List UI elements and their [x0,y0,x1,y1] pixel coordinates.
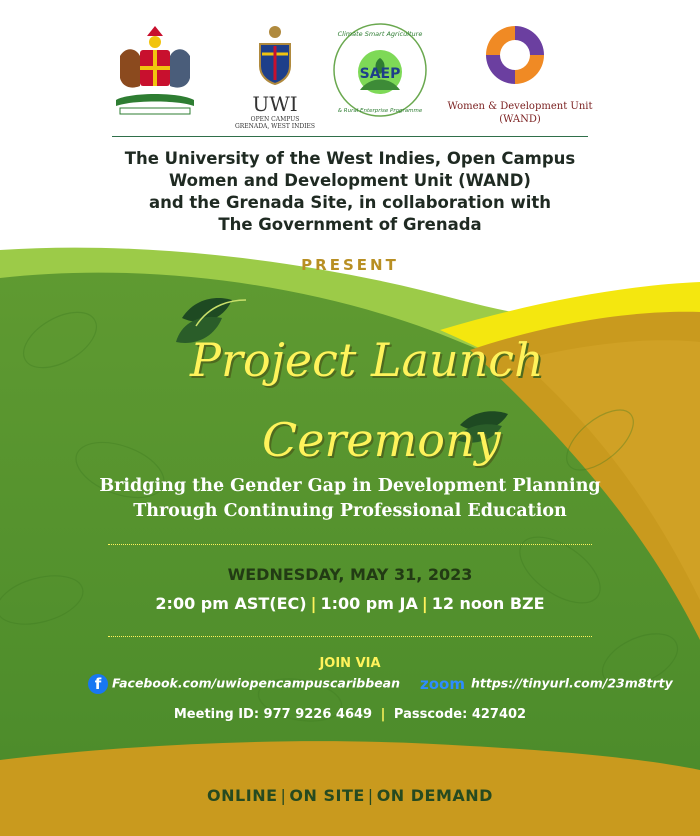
subtitle-line-1: Bridging the Gender Gap in Development Planning [99,476,601,496]
logo-divider [112,136,588,137]
title-line-2: Ceremony [262,413,501,467]
event-times [0,594,700,613]
facebook-link[interactable]: Facebook.com/uwiopencampuscaribbean [112,675,401,691]
wand-text [440,100,600,126]
time-ja: 1:00 pm JA [320,594,418,613]
wand-name: Women & Development Unit [447,101,593,112]
present-label: PRESENT [301,256,399,274]
event-date-text: WEDNESDAY, MAY 31, 2023 [227,565,473,584]
wand-logo-icon [480,20,550,90]
mode-separator: | [280,786,287,805]
logo-row [0,18,700,136]
divider-bottom [108,636,592,637]
saep-arc-top: Climate Smart Agriculture [337,30,423,38]
title-line-1: Project Launch [190,333,544,387]
mode-online: ONLINE [207,786,278,805]
uwi-crest-icon [240,22,310,92]
uwi-subtext [222,116,328,130]
saep-logo-icon [330,20,430,120]
uwi-sub1: OPEN CAMPUS [250,116,300,123]
join-links [88,674,673,696]
mode-separator: | [367,786,374,805]
saep-abbrev: SAEP [359,66,401,82]
uwi-name: UWI [252,92,298,116]
meeting-passcode: Passcode: 427402 [393,707,527,722]
subtitle-line-2: Through Continuing Professional Education [133,501,567,521]
event-subtitle [0,474,700,524]
organizers [0,148,700,236]
mode-on-demand: ON DEMAND [376,786,493,805]
org-line-1: The University of the West Indies, Open Campus [124,149,576,168]
uwi-sub2: GRENADA, WEST INDIES [234,123,316,130]
zoom-icon: zoom [420,675,465,693]
time-separator: | [310,594,317,613]
org-line-4: The Government of Grenada [218,215,482,234]
meeting-separator: | [376,707,390,722]
meeting-id: Meeting ID: 977 9226 4649 [173,707,373,722]
mode-on-site: ON SITE [289,786,365,805]
zoom-link[interactable]: https://tinyurl.com/23m8trty [471,675,673,691]
org-line-2: Women and Development Unit (WAND) [169,171,531,190]
org-line-3: and the Grenada Site, in collaboration with [148,193,552,212]
wand-abbrev: (WAND) [499,114,541,125]
event-date [0,565,700,584]
meeting-info [0,707,700,722]
time-separator: | [421,594,428,613]
join-via-label: JOIN VIA [319,656,381,671]
delivery-modes [0,786,700,805]
time-bze: 12 noon BZE [431,594,545,613]
grenada-coat-of-arms-icon [110,20,200,120]
facebook-icon: f [88,674,108,694]
divider-top [108,544,592,545]
time-ast: 2:00 pm AST(EC) [155,594,307,613]
saep-arc-bottom: & Rural Enterprise Programme [337,108,423,114]
